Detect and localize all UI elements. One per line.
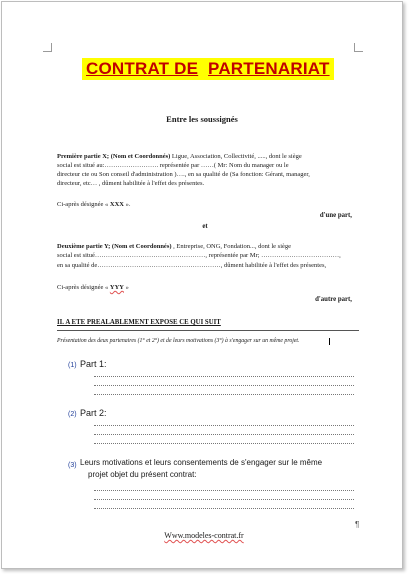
item1-dotted-line-3: [94, 394, 354, 395]
party2-designation-name: YYY: [109, 284, 124, 291]
party1-designation: [57, 200, 130, 209]
item1-dotted-line-2: [94, 385, 354, 386]
party1-line3: directeur cte ou Son conseil d'administration )…., en sa qualité de (Sa fonction: Gérant, manager,: [57, 171, 310, 178]
item2-number: (2): [68, 411, 77, 418]
party2-designation: [57, 283, 129, 292]
party2-label: Deuxième partie Y; (Nom et Coordonnés): [57, 243, 172, 250]
party1-line4: directeur, etc… , dûment habilitée à l'effet des présentes.: [57, 180, 205, 187]
party1-designation-prefix: Ci-après désignée «: [57, 201, 110, 208]
item2-dotted-line-3: [94, 443, 354, 444]
party1-designation-suffix: ».: [123, 201, 131, 208]
party2-line1: [57, 242, 291, 251]
party2-line1-rest: , Entreprise, ONG, Fondation..., dont le siège: [171, 243, 292, 250]
party2-line3: en sa qualité de…………………………………………………, dûment habilitée à l'effet des présentes,: [57, 262, 327, 269]
title-part1: CONTRAT DE: [86, 59, 199, 78]
party1-designation-name: XXX: [109, 201, 124, 208]
paragraph-mark-icon: ¶: [355, 520, 360, 529]
party1-line1-rest: Ligue, Association, Collectivité, ....., dont le siège: [170, 153, 302, 160]
item3-dotted-line-1: [94, 490, 354, 491]
conjunction: et: [202, 223, 208, 230]
item1-dotted-line-1: [94, 376, 354, 377]
item2-dotted-line-2: [94, 434, 354, 435]
party1-label: Première partie X; (Nom et Coordonnés): [57, 153, 171, 160]
crop-mark-top-right: [354, 43, 363, 52]
footer-text: Www.modeles-contrat.fr: [164, 531, 244, 540]
title-part2: PARTENARIAT: [208, 59, 330, 78]
document-page: [1, 1, 403, 569]
section-divider: [57, 330, 359, 331]
party2-line2: social est situé……………………………………………, représentée par Mr; ………………………………,: [57, 252, 341, 259]
item2-label: Part 2:: [80, 408, 107, 418]
party1-line1: [57, 152, 302, 161]
item3-label-line2: projet objet du présent contrat:: [88, 470, 197, 479]
footer-link[interactable]: [2, 531, 406, 540]
section-intro: Présentation des deux partenaires (1° et 2°) et de leurs motivations (3°) à s'engager sur un même projet.: [57, 338, 300, 344]
item3-dotted-line-2: [94, 499, 354, 500]
item2-dotted-line-1: [94, 425, 354, 426]
item1-number: (1): [68, 362, 77, 369]
party1-side: d'une part,: [319, 212, 352, 219]
party2-designation-suffix: »: [123, 284, 129, 291]
item3-label: Leurs motivations et leurs consentements de s'engager sur le même: [80, 458, 323, 467]
text-cursor: [329, 338, 330, 345]
party1-line2: social est situé au:……………………. représentée par ……( Mr: Nom du manager ou le: [57, 162, 289, 169]
section-title: II. A ETE PREALABLEMENT EXPOSE CE QUI SUIT: [57, 319, 221, 326]
document-title: [82, 58, 334, 80]
item3-number: (3): [68, 462, 77, 469]
item1-label: Part 1:: [80, 359, 107, 369]
party2-designation-prefix: Ci-après désignée «: [57, 284, 110, 291]
crop-mark-top-left: [43, 43, 52, 52]
party2-side: d'autre part,: [315, 296, 352, 303]
item3-dotted-line-3: [94, 508, 354, 509]
parties-heading: Entre les soussignés: [166, 114, 238, 124]
